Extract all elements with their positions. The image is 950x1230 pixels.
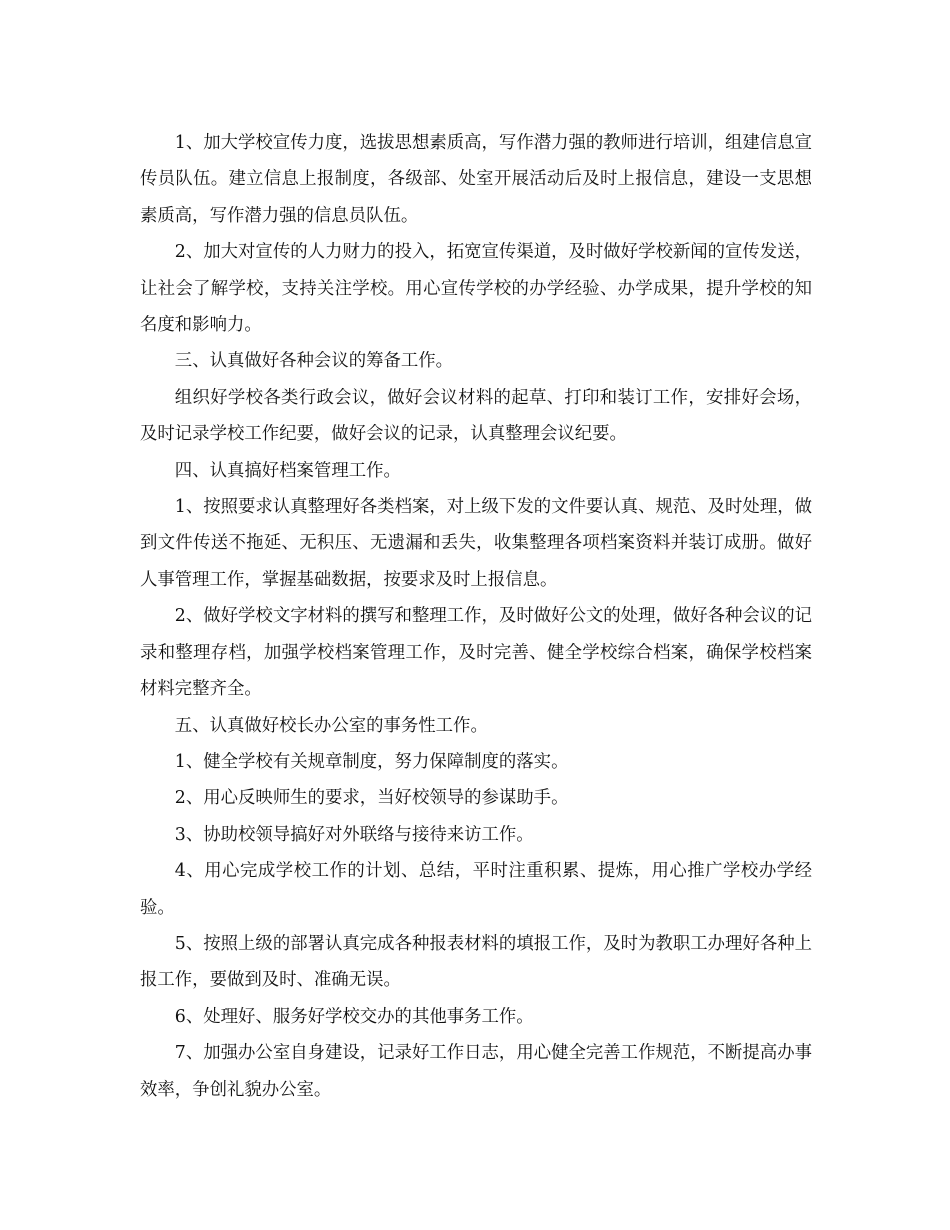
document-body: [140, 125, 812, 1108]
section-heading-archives: 四、认真搞好档案管理工作。: [174, 460, 401, 481]
list-item-regulations: 1、健全学校有关规章制度，努力保障制度的落实。: [174, 751, 569, 772]
paragraph-publicity-team: 1、加大学校宣传力度，选拔思想素质高，写作潜力强的教师进行培训，组建信息宣传员队伍。建立信息上报制度，各级部、处室开展活动后及时上报信息，建设一支思想素质高，写作潜力强的信息员队伍。: [140, 133, 812, 226]
list-item-external-liaison: 3、协助校领导搞好对外联络与接待来访工作。: [174, 824, 534, 845]
paragraph-archives-writing: 2、做好学校文字材料的撰写和整理工作，及时做好公文的处理，做好各种会议的记录和整理存档，加强学校档案管理工作，及时完善、健全学校综合档案，确保学校档案材料完整齐全。: [140, 606, 812, 700]
paragraph-publicity-investment: 2、加大对宣传的人力财力的投入，拓宽宣传渠道，及时做好学校新闻的宣传发送，让社会了解学校，支持关注学校。用心宣传学校的办学经验、办学成果，提升学校的知名度和影响力。: [140, 242, 812, 336]
section-heading-office-affairs: 五、认真做好校长办公室的事务性工作。: [174, 715, 488, 736]
list-item-other-affairs: 6、处理好、服务好学校交办的其他事务工作。: [174, 1006, 534, 1027]
paragraph-meetings: 组织好学校各类行政会议，做好会议材料的起草、打印和装订工作，安排好会场，及时记录学校工作纪要，做好会议的记录，认真整理会议纪要。: [140, 387, 812, 445]
paragraph-archives-files: 1、按照要求认真整理好各类档案，对上级下发的文件要认真、规范、及时处理，做到文件传送不拖延、无积压、无遗漏和丢失，收集整理各项档案资料并装订成册。做好人事管理工作，掌握基础数据，按要求及时上报信息。: [140, 497, 812, 590]
list-item-plans-summaries: 4、用心完成学校工作的计划、总结，平时注重积累、提炼，用心推广学校办学经验。: [140, 861, 812, 918]
list-item-staff-requests: 2、用心反映师生的要求，当好校领导的参谋助手。: [174, 788, 569, 809]
list-item-office-building: 7、加强办公室自身建设，记录好工作日志，用心健全完善工作规范，不断提高办事效率，争创礼貌办公室。: [140, 1043, 812, 1100]
section-heading-meetings: 三、认真做好各种会议的筹备工作。: [174, 351, 454, 372]
list-item-reports: 5、按照上级的部署认真完成各种报表材料的填报工作，及时为教职工办理好各种上报工作，要做到及时、准确无误。: [140, 933, 812, 991]
